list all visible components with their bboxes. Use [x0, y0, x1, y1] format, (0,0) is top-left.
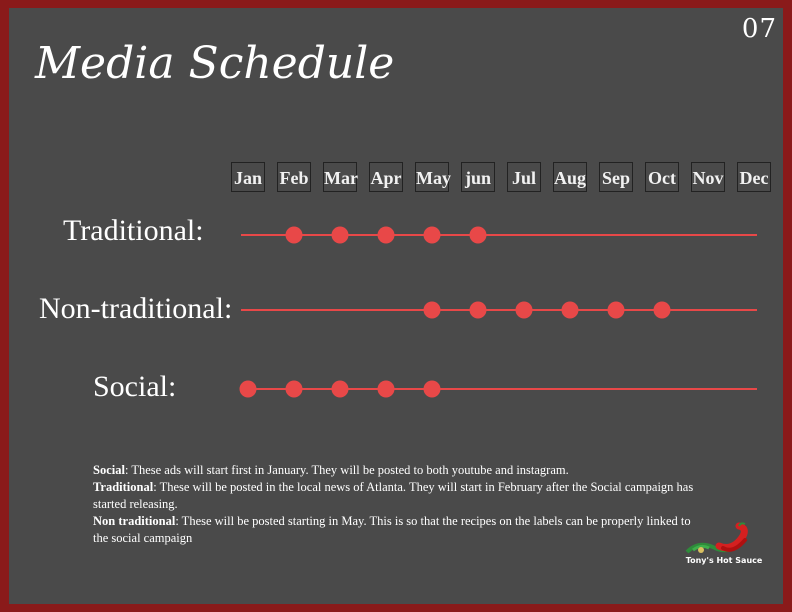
logo-text: Tony's Hot Sauce [685, 556, 763, 565]
month-jul: Jul [507, 162, 541, 192]
month-oct: Oct [645, 162, 679, 192]
schedule-dot [608, 302, 625, 319]
note-social: Social: These ads will start first in January. They will be posted to both youtube and instagram. [93, 463, 569, 477]
schedule-dot [240, 381, 257, 398]
schedule-dot [424, 227, 441, 244]
schedule-dot [378, 381, 395, 398]
schedule-notes [93, 462, 703, 547]
row-label-non-traditional: Non-traditional: [39, 292, 233, 325]
month-sep: Sep [599, 162, 633, 192]
brand-logo [679, 522, 769, 572]
month-dec: Dec [737, 162, 771, 192]
page-number: 07 [741, 14, 777, 44]
chili-pepper-icon [679, 522, 769, 558]
schedule-dot [332, 381, 349, 398]
schedule-dot [470, 302, 487, 319]
schedule-dot [424, 302, 441, 319]
month-apr: Apr [369, 162, 403, 192]
month-aug: Aug [553, 162, 587, 192]
month-jun: jun [461, 162, 495, 192]
slide [9, 8, 783, 604]
schedule-dot [286, 227, 303, 244]
schedule-dot [286, 381, 303, 398]
schedule-dot [378, 227, 395, 244]
month-nov: Nov [691, 162, 725, 192]
month-feb: Feb [277, 162, 311, 192]
row-label-traditional: Traditional: [63, 214, 204, 247]
schedule-dot [424, 381, 441, 398]
schedule-dot [654, 302, 671, 319]
schedule-dot [332, 227, 349, 244]
page-title: Media Schedule [35, 38, 395, 89]
month-jan: Jan [231, 162, 265, 192]
month-mar: Mar [323, 162, 357, 192]
note-non-traditional: Non traditional: These will be posted starting in May. This is so that the recipes on the labels can be properly linked to the social campaign [93, 514, 691, 545]
row-label-social: Social: [93, 370, 177, 403]
note-traditional: Traditional: These will be posted in the local news of Atlanta. They will start in February after the Social campaign has started releasing. [93, 480, 694, 511]
schedule-dot [562, 302, 579, 319]
schedule-dot [470, 227, 487, 244]
month-may: May [415, 162, 449, 192]
schedule-dot [516, 302, 533, 319]
